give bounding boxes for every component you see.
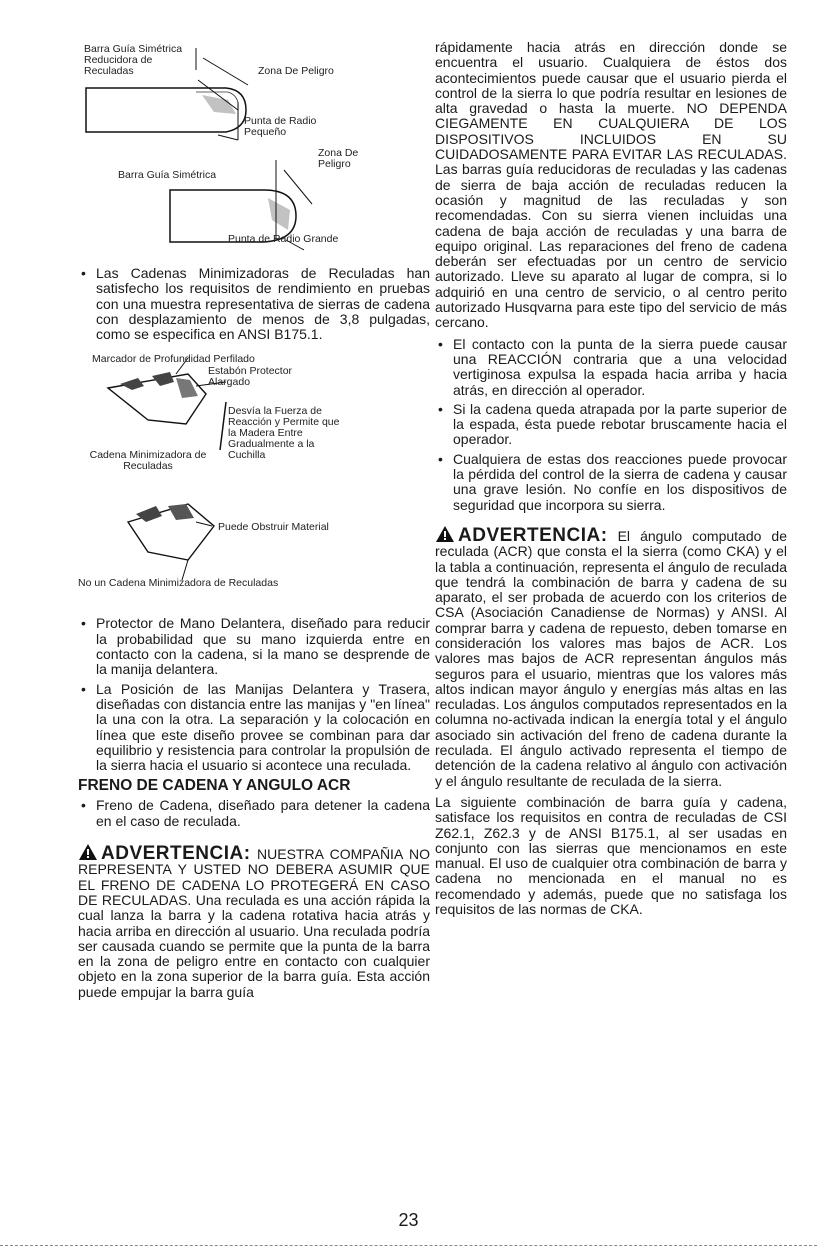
warning-triangle-icon bbox=[78, 843, 98, 861]
label-large-radius-tip: Punta de Radio Grande bbox=[228, 233, 339, 245]
warning-block-left bbox=[78, 843, 430, 1000]
label-deflects-force: Desvía la Fuerza de Reacción y Permite que la Madera Entre Gradualmente a la Cuchilla bbox=[228, 405, 340, 462]
label-danger-zone-1: Zona De Peligro bbox=[258, 65, 334, 77]
warning-text: NUESTRA COMPAÑIA NO REPRESENTA Y USTED NO DEBERA ASUMIR QUE EL FRENO DE CADENA LO PROTEGERÁ EN CASO DE RECULADAS. Una reculada es una acción rápida la cual lanza la barra y la cadena rotativa hacia atrás y hacia arriba en dirección al usuario. Una reculada podría ser causada cuando se permite que la punta de la barra en la zona de peligro entre en contacto con cualquier objeto en la zona superior de la barra guía. Esta acción puede empujar la barra guía bbox=[78, 846, 430, 1000]
chain-brake-heading: FRENO DE CADENA Y ANGULO ACR bbox=[78, 777, 351, 795]
label-may-obstruct: Puede Obstruir Material bbox=[218, 521, 329, 534]
handle-position-bullet: • La Posición de las Manijas Delantera y Trasera, diseñadas con distancia entre las manijas y "en línea" la una con la otra. La separación y la colocación en línea que este diseño provee se combinan para dar equilibrio y resistencia para controlar la propulsión de la sierra hacia el usuario si acontece una reculada. bbox=[78, 682, 430, 774]
label-danger-zone-2: Zona De Peligro bbox=[318, 147, 359, 170]
label-small-radius-tip: Punta de Radio Pequeño bbox=[244, 115, 317, 138]
tip-contact-bullet: • El contacto con la punta de la sierra puede causar una REACCIÓN contraria que a una velocidad vertiginosa expulsa la espada hacia arriba y hacia atrás, en dirección al operador. bbox=[435, 337, 787, 398]
label-reduced-kickback-chain: Cadena Minimizadora de Reculadas bbox=[89, 449, 207, 473]
label-non-reduced-chain: No un Cadena Minimizadora de Reculadas bbox=[78, 577, 279, 590]
left-column bbox=[78, 40, 430, 1000]
chain-brake-bullet: • Freno de Cadena, diseñado para detener la cadena en el caso de reculada. bbox=[78, 798, 430, 829]
footer-rule bbox=[0, 1245, 817, 1246]
label-symmetric-bar: Barra Guía Simétrica bbox=[118, 169, 217, 181]
reduced-kickback-chain-bullet: • Las Cadenas Minimizadoras de Reculadas han satisfecho los requisitos de rendimiento en pruebas con una muestra representativa de sierras de cadena con desplazamiento de menos de 3,8 pulgadas, como se especifica en ANSI B175.1. bbox=[78, 266, 430, 342]
page-number: 23 bbox=[398, 1210, 419, 1230]
warning-text: El ángulo computado de reculada (ACR) que consta el la sierra (como CKA) y el la tabla a continuación, representa el ángulo de reculada que tendrá la combinación de barra y cadena de su aparato, el ser probada de acuerdo con los criterios de CSA (Asociación Canadiense de Normas) y ANSI. Al comprar barra y cadena de repuesto, deben tomarse en consideración los valores mas bajos de ACR. Los valores mas bajos de ACR representan ángulos más seguros para el usuario, mientras que los valores más altos indican mayor ángulo y energías más altas en las reculadas. Los ángulos computados representados en la columna no-activada indican la energía total y el ángulo asociado sin activación del freno de cadena durante la reculada. El ángulo activado representa el tiempo de detención de la cadena relativo al ángulo con activación y el ángulo resultante de reculada de la sierra. bbox=[435, 527, 788, 789]
label-depth-gauge: Marcador de Profundidad Perfilado bbox=[92, 353, 255, 366]
guide-bar-diagram bbox=[78, 40, 430, 252]
chain-illustration bbox=[78, 354, 430, 594]
pinch-bullet: • Si la cadena queda atrapada por la parte superior de la espada, ésta puede rebotar bruscamente hacia el operador. bbox=[435, 402, 787, 448]
warning-label: ADVERTENCIA: bbox=[101, 843, 251, 865]
front-hand-guard-bullet: • Protector de Mano Delantera, diseñado para reducir la probabilidad que su mano izquierda entre en contacto con la cadena, si la mano se desprende de la manija delantera. bbox=[78, 616, 430, 677]
loss-of-control-bullet: • Cualquiera de estas dos reacciones puede provocar la pérdida del control de la sierra de cadena y causar una grave lesión. No confíe en los dispositivos de seguridad que incorpora su sierra. bbox=[435, 452, 787, 513]
kickback-paragraph: rápidamente hacia atrás en dirección donde se encuentra el usuario. Cualquiera de éstos dos acontecimientos puede causar que el usuario pierda el control de la sierra lo que podría resultar en lesiones de alta gravedad o hasta la muerte. NO DEPENDA CIEGAMENTE EN CUALQUIERA DE LOS DISPOSITIVOS INCLUIDOS EN SU CUIDADOSAMENTE PARA EVITAR LAS RECULADAS. Las barras guía reducidoras de reculadas y las cadenas de sierra de baja acción de reculadas reducen la ocasión y magnitud de las reculadas y son recomendadas. Con su sierra vienen incluidas una cadena de baja acción de reculadas y una barra de equipo original. Las reparaciones del freno de cadena deberán ser efectuadas por un centro de servicio autorizado. Lleve su aparato al lugar de compra, si lo adquirió en una centro de servicio, o al centro perito autorizado Husqvarna para este tipo del servicio de más cercano. bbox=[435, 39, 787, 331]
warning-triangle-icon bbox=[435, 525, 455, 543]
combination-paragraph: La siguiente combinación de barra guía y cadena, satisface los requisitos en contra de reculadas de CSI Z62.1, Z62.3 y de ANSI B175.1, al ser usadas en conjunto con las sierras que mencionamos en este manual. El uso de cualquier otra combinación de barra y cadena no mencionada en el manual no es recomendado y además, puede que no satisfaga los requisitos de las normas de CKA. bbox=[435, 793, 787, 918]
right-column bbox=[435, 40, 787, 923]
warning-label: ADVERTENCIA: bbox=[458, 524, 608, 546]
label-symmetric-reducer-bar: Barra Guía Simétrica Reducidora de Reculadas bbox=[84, 43, 183, 77]
label-guard-link: Estabón Protector Alargado bbox=[208, 365, 293, 389]
warning-block-right bbox=[435, 525, 787, 789]
chain-diagram bbox=[78, 354, 430, 594]
